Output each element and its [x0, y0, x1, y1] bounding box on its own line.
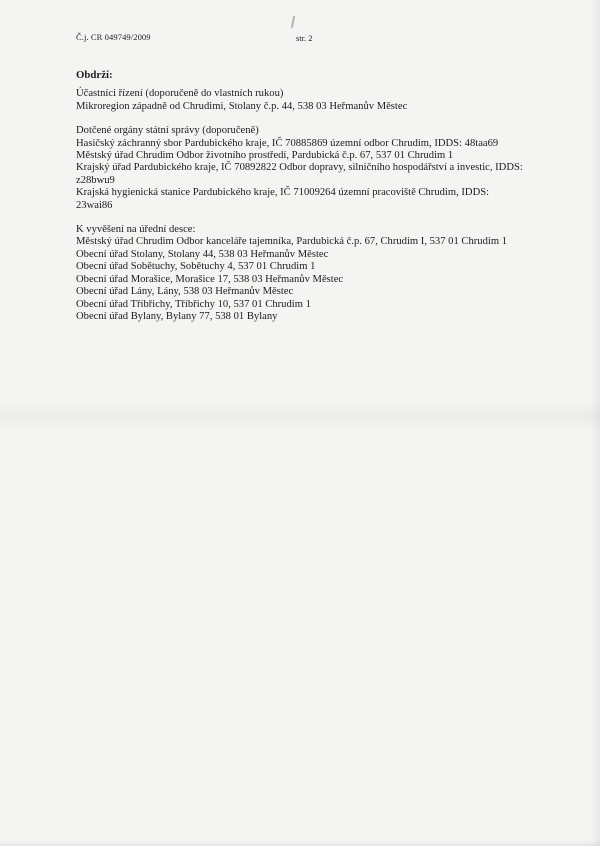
- reference-number: Č.j. CR 049749/2009: [76, 32, 151, 42]
- recipient-line: Krajský úřad Pardubického kraje, IČ 70892822 Odbor dopravy, silničního hospodářství a investic, IDDS:: [76, 162, 523, 174]
- recipient-line: Krajská hygienická stanice Pardubického kraje, IČ 71009264 územní pracoviště Chrudim, IDDS:: [76, 187, 490, 199]
- page-bottom-shadow: [0, 840, 600, 846]
- page-fold: [0, 400, 600, 430]
- section-authorities: [76, 125, 576, 212]
- recipient-line: Obecní úřad Morašice, Morašice 17, 538 03 Heřmanův Městec: [76, 273, 344, 285]
- section-notice-board: [76, 224, 576, 323]
- section-participants: [76, 88, 576, 113]
- recipient-line: Mikroregion západně od Chrudimi, Stolany č.p. 44, 538 03 Heřmanův Městec: [76, 100, 408, 112]
- recipient-line: Městský úřad Chrudim Odbor životního prostředí, Pardubická č.p. 67, 537 01 Chrudim 1: [76, 150, 454, 162]
- recipient-line: Městský úřad Chrudim Odbor kanceláře tajemníka, Pardubická č.p. 67, Chrudim I, 537 01 Chrudim 1: [76, 236, 508, 248]
- recipient-line: z28bwu9: [76, 174, 115, 186]
- section-title: Dotčené orgány státní správy (doporučeně): [76, 125, 259, 137]
- recipient-line: Obecní úřad Lány, Lány, 538 03 Heřmanův Městec: [76, 286, 294, 298]
- recipient-line: Obecní úřad Bylany, Bylany 77, 538 01 Bylany: [76, 310, 278, 322]
- recipient-line: Obecní úřad Stolany, Stolany 44, 538 03 Heřmanův Městec: [76, 248, 329, 260]
- section-title: K vyvěšení na úřední desce:: [76, 224, 196, 236]
- recipient-line: Obecní úřad Sobětuchy, Sobětuchy 4, 537 01 Chrudim 1: [76, 261, 316, 273]
- recipient-line: Obecní úřad Tříbřichy, Tříbřichy 10, 537 01 Chrudim 1: [76, 298, 311, 310]
- recipient-line: Hasičský záchranný sbor Pardubického kraje, IČ 70885869 územní odbor Chrudim, IDDS: 48taa69: [76, 137, 499, 149]
- recipient-line: 23wai86: [76, 199, 113, 211]
- section-title: Účastníci řízení (doporučeně do vlastních rukou): [76, 88, 284, 100]
- page-number: str. 2: [296, 33, 313, 43]
- recipients-heading: Obdrží:: [76, 69, 113, 81]
- page-edge-shadow: [590, 0, 600, 846]
- pen-mark: [291, 16, 295, 28]
- recipients-block: [76, 69, 576, 323]
